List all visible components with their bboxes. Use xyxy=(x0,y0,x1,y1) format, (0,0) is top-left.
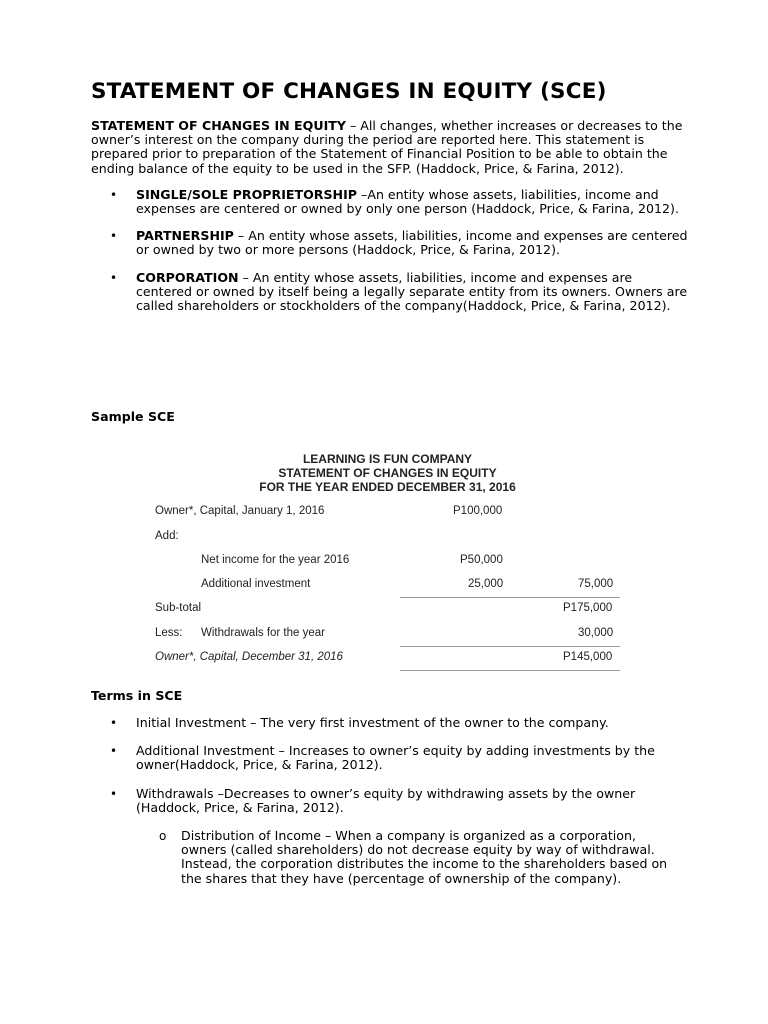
bullet-icon: • xyxy=(110,229,118,244)
sce-less-label: Less: xyxy=(155,627,183,639)
sce-net-income-value: P50,000 xyxy=(460,554,503,566)
sce-table xyxy=(150,452,625,663)
sub-list-item xyxy=(91,829,671,886)
circle-bullet-icon: o xyxy=(159,829,167,844)
bullet-icon: • xyxy=(110,187,118,202)
sce-closing-label: Owner*, Capital, December 31, 2016 xyxy=(155,651,343,663)
bullet-icon: • xyxy=(110,716,118,730)
list-item xyxy=(91,787,691,815)
sce-subtotal-label: Sub-total xyxy=(155,602,202,614)
page-title: STATEMENT OF CHANGES IN EQUITY (SCE) xyxy=(91,79,607,104)
intro-text: – All changes, whether increases or decreases to the owner’s interest on the company during the period are reported here. This statement is prepared prior to preparation of the Statement of Financial Position to be able to obtain the ending balance of the equity to be used in the SFP. (Haddock, Price, & Farina, 2012). xyxy=(91,118,683,176)
terms-heading: Terms in SCE xyxy=(91,688,183,703)
list-item xyxy=(91,716,691,730)
entity-term: SINGLE/SOLE PROPRIETORSHIP xyxy=(136,186,358,202)
intro-term: STATEMENT OF CHANGES IN EQUITY xyxy=(91,118,346,133)
entity-term: PARTNERSHIP xyxy=(136,228,234,244)
bullet-icon: • xyxy=(110,744,118,759)
terms-section xyxy=(91,716,691,886)
list-item xyxy=(91,271,691,314)
sce-add-label: Add: xyxy=(155,530,179,542)
sce-additions-total: 75,000 xyxy=(578,578,614,590)
sce-additional-value: 25,000 xyxy=(468,578,504,590)
sce-period: FOR THE YEAR ENDED DECEMBER 31, 2016 xyxy=(259,480,516,494)
sub-term-text: Distribution of Income – When a company is organized as a corporation, owners (called shareholders) do not decrease equity by way of withdrawal. Instead, the corporation distributes the income to the shareholders based on the shares that they have (percentage of ownership of the company). xyxy=(181,828,668,886)
sce-additional-label: Additional investment xyxy=(201,578,311,590)
document-body xyxy=(91,78,691,326)
entity-text: – An entity whose assets, liabilities, income and expenses are centered or owned by two or more persons (Haddock, Price, & Farina, 2012). xyxy=(136,228,688,258)
sce-company: LEARNING IS FUN COMPANY xyxy=(302,452,473,466)
bullet-icon: • xyxy=(110,270,118,285)
entity-text: –An entity whose assets, liabilities, income and expenses are centered or owned by only one person (Haddock, Price, & Farina, 2012). xyxy=(136,186,679,217)
list-item xyxy=(91,188,691,216)
term-text: Withdrawals –Decreases to owner’s equity by withdrawing assets by the owner (Haddock, Price, & Farina, 2012). xyxy=(136,785,636,815)
term-text: Initial Investment – The very first investment of the owner to the company. xyxy=(136,715,609,730)
sce-withdrawals-label: Withdrawals for the year xyxy=(201,627,325,639)
sce-opening-value: P100,000 xyxy=(453,505,503,517)
term-text: Additional Investment – Increases to owner’s equity by adding investments by the owner(Haddock, Price, & Farina, 2012). xyxy=(136,743,655,773)
intro-paragraph xyxy=(91,119,691,176)
sce-opening-label: Owner*, Capital, January 1, 2016 xyxy=(155,505,325,517)
list-item xyxy=(91,744,691,772)
entity-list xyxy=(91,188,691,313)
sce-statement-title: STATEMENT OF CHANGES IN EQUITY xyxy=(278,466,497,480)
sce-withdrawals-value: 30,000 xyxy=(578,627,614,639)
entity-term: CORPORATION xyxy=(136,269,239,285)
sample-heading: Sample SCE xyxy=(91,409,175,424)
sce-net-income-label: Net income for the year 2016 xyxy=(201,554,350,566)
divider xyxy=(400,646,620,647)
divider xyxy=(400,597,620,598)
entity-text: – An entity whose assets, liabilities, income and expenses are centered or owned by itself being a legally separate entity from its owners. Owners are called shareholders or stockholders of the company(Haddock, Price, & Farina, 2012). xyxy=(136,269,688,314)
bullet-icon: • xyxy=(110,786,118,801)
list-item xyxy=(91,229,691,257)
sce-closing-value: P145,000 xyxy=(563,651,613,663)
terms-list xyxy=(91,716,691,815)
divider xyxy=(400,670,620,671)
sce-subtotal-value: P175,000 xyxy=(563,602,613,614)
